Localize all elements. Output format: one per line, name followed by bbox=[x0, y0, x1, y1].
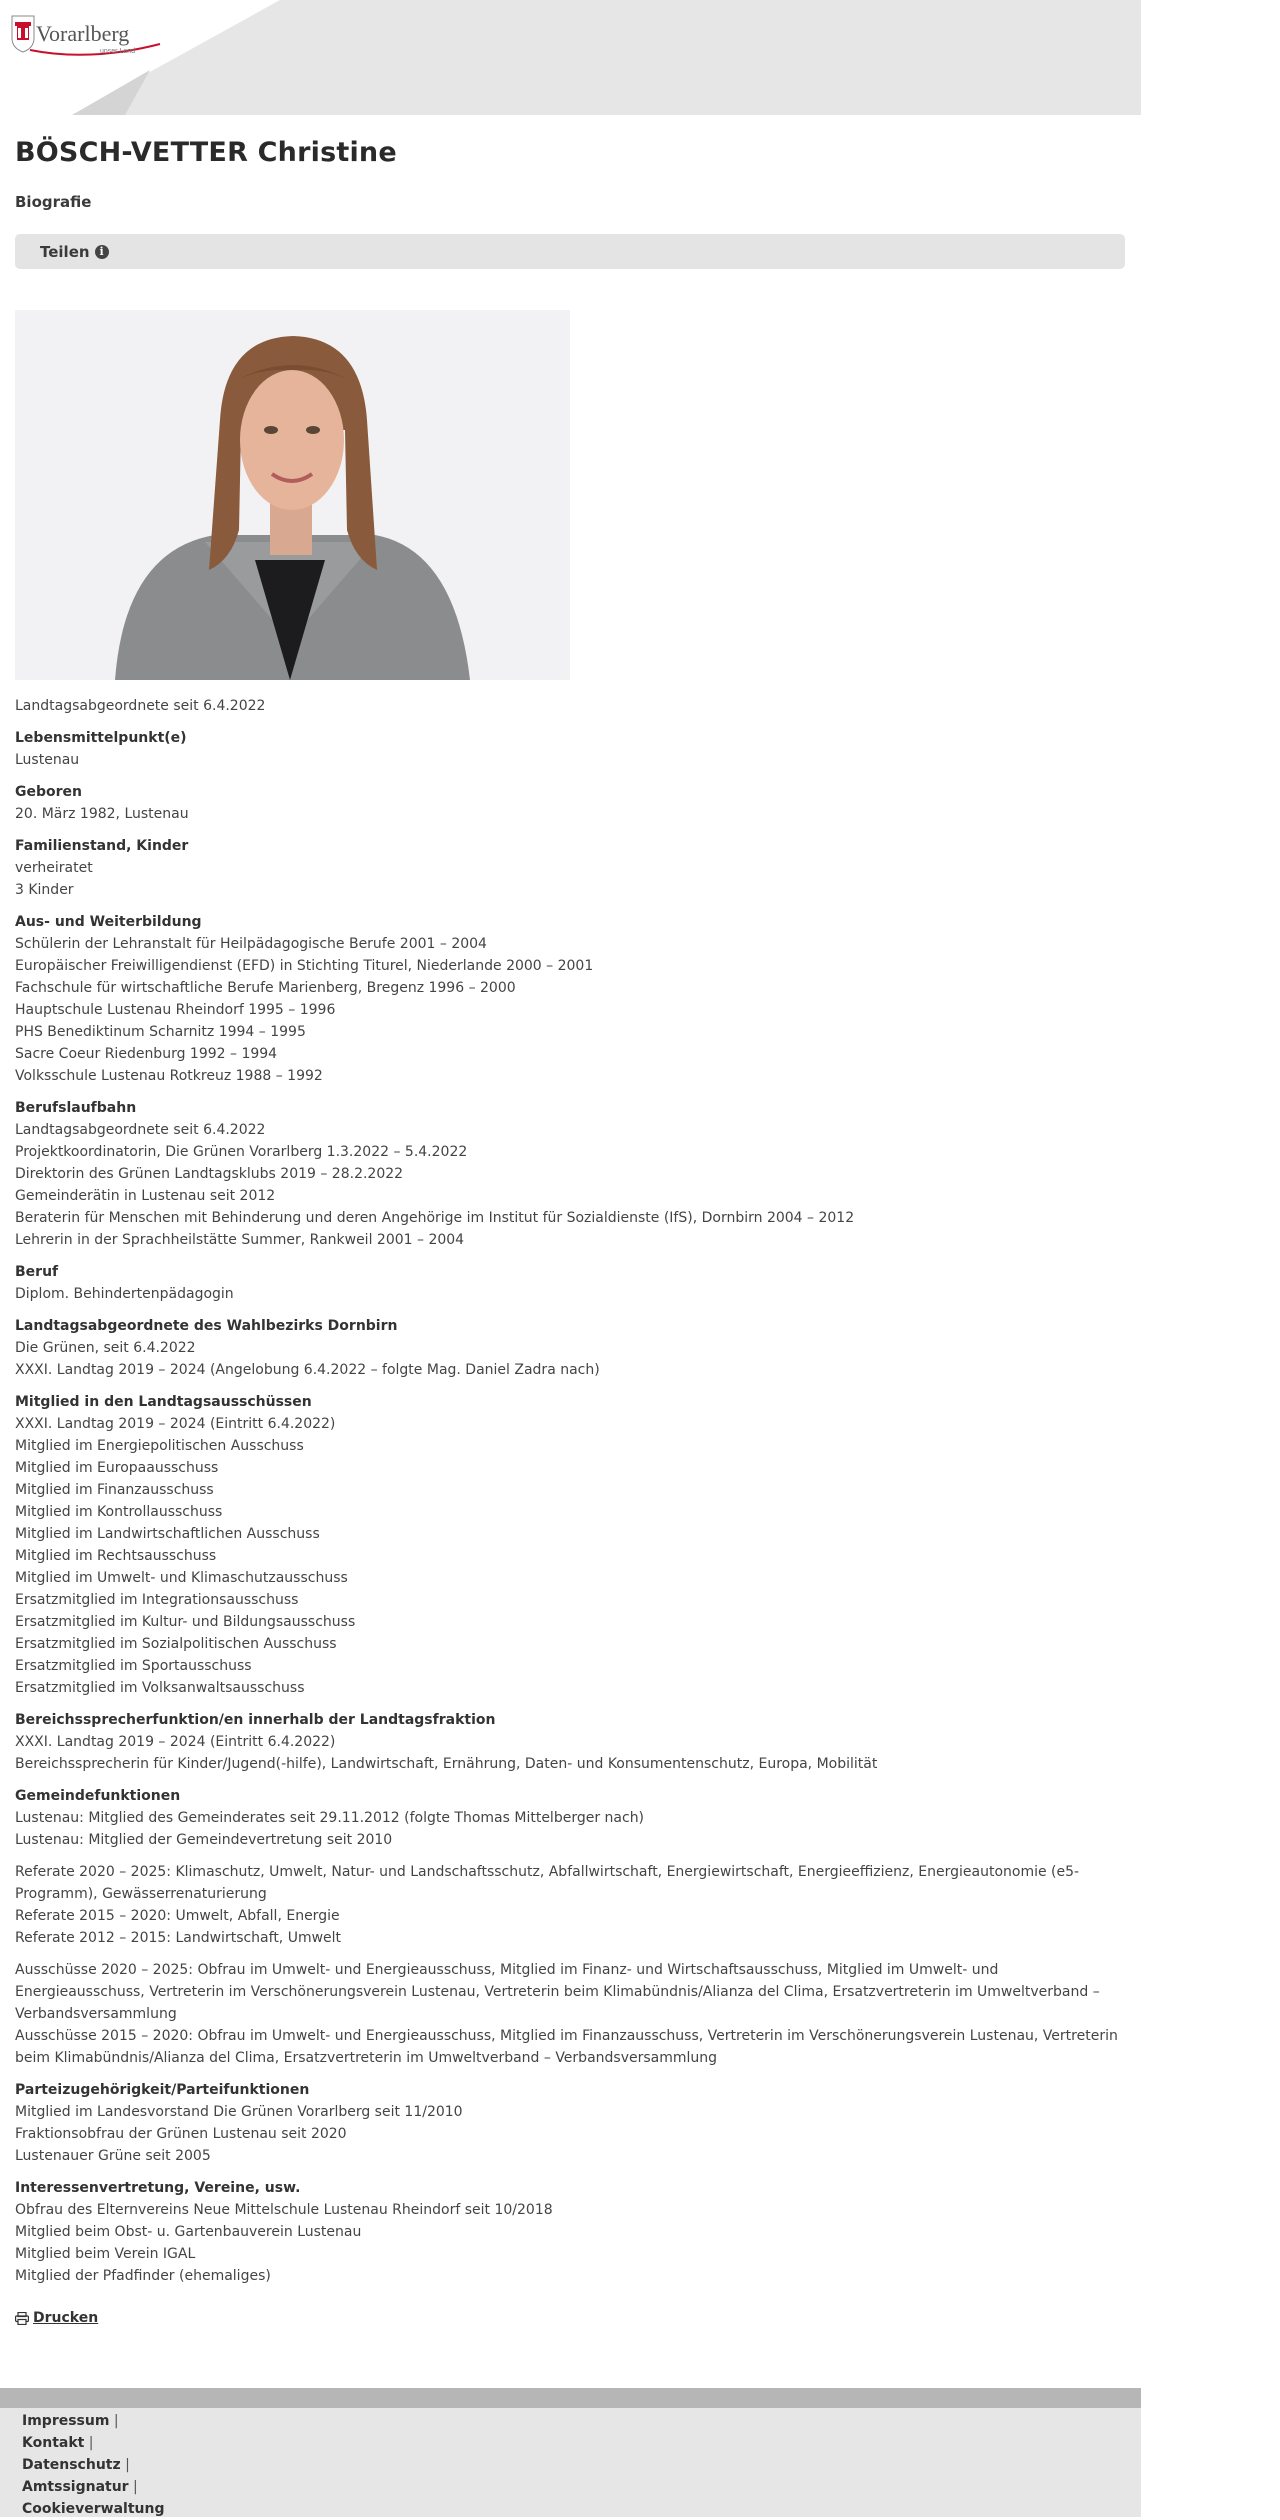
footer-item bbox=[22, 2476, 1141, 2498]
bio-section-line: Volksschule Lustenau Rotkreuz 1988 – 1992 bbox=[15, 1068, 323, 1084]
printer-icon bbox=[15, 2312, 29, 2325]
bio-section bbox=[15, 1785, 1125, 1851]
bio-section-line: verheiratet bbox=[15, 860, 93, 876]
share-bar bbox=[15, 234, 1125, 269]
bio-section-line: Direktorin des Grünen Landtagsklubs 2019 – 28.2.2022 bbox=[15, 1166, 404, 1182]
bio-section-line: Lehrerin in der Sprachheilstätte Summer, Rankweil 2001 – 2004 bbox=[15, 1232, 465, 1248]
bio-section-line: XXXI. Landtag 2019 – 2024 (Eintritt 6.4.2022) bbox=[15, 1734, 336, 1750]
bio-section-line: Mitglied im Landesvorstand Die Grünen Vorarlberg seit 11/2010 bbox=[15, 2104, 463, 2120]
bio-section-heading: Geboren bbox=[15, 784, 82, 800]
bio-section-heading: Familienstand, Kinder bbox=[15, 838, 189, 854]
bio-section-line: Fachschule für wirtschaftliche Berufe Marienberg, Bregenz 1996 – 2000 bbox=[15, 980, 516, 996]
bio-section-line: Ersatzmitglied im Volksanwaltsausschuss bbox=[15, 1680, 305, 1696]
bio-section-line: Fraktionsobfrau der Grünen Lustenau seit 2020 bbox=[15, 2126, 347, 2142]
bio-section-heading: Interessenvertretung, Vereine, usw. bbox=[15, 2180, 301, 2196]
bio-section-line: XXXI. Landtag 2019 – 2024 (Angelobung 6.4.2022 – folgte Mag. Daniel Zadra nach) bbox=[15, 1362, 600, 1378]
bio-section-heading: Mitglied in den Landtagsausschüssen bbox=[15, 1394, 312, 1410]
bio-section-line: 3 Kinder bbox=[15, 882, 74, 898]
coat-of-arms-icon bbox=[12, 16, 34, 52]
bio-section-line: Mitglied im Finanzausschuss bbox=[15, 1482, 214, 1498]
bio-section bbox=[15, 2177, 1125, 2287]
bio-section bbox=[15, 1959, 1125, 2069]
bio-section-line: Mitglied im Rechtsausschuss bbox=[15, 1548, 217, 1564]
footer-links bbox=[0, 2408, 1141, 2520]
bio-section-heading: Parteizugehörigkeit/Parteifunktionen bbox=[15, 2082, 310, 2098]
footer-link-datenschutz[interactable]: Datenschutz bbox=[22, 2457, 121, 2473]
bio-section bbox=[15, 911, 1125, 1087]
footer-link-cookieverwaltung[interactable]: Cookieverwaltung bbox=[22, 2501, 165, 2517]
bio-section-line: Ersatzmitglied im Sozialpolitischen Ausschuss bbox=[15, 1636, 337, 1652]
info-icon: i bbox=[95, 245, 109, 259]
bio-section-line: Mitglied im Landwirtschaftlichen Ausschuss bbox=[15, 1526, 320, 1542]
bio-section bbox=[15, 727, 1125, 771]
biography bbox=[15, 695, 1125, 2297]
bio-section-line: Diplom. Behindertenpädagogin bbox=[15, 1286, 234, 1302]
bio-section bbox=[15, 1315, 1125, 1381]
bio-section bbox=[15, 1391, 1125, 1699]
share-button[interactable] bbox=[40, 243, 109, 261]
footer-link-kontakt[interactable]: Kontakt bbox=[22, 2435, 85, 2451]
bio-section-heading: Gemeindefunktionen bbox=[15, 1788, 181, 1804]
bio-section bbox=[15, 835, 1125, 901]
bio-section-line: Lustenau: Mitglied der Gemeindevertretung seit 2010 bbox=[15, 1832, 393, 1848]
print-label: Drucken bbox=[33, 2310, 99, 2326]
site-logo[interactable] bbox=[0, 0, 290, 115]
bio-section-line: Referate 2012 – 2015: Landwirtschaft, Umwelt bbox=[15, 1930, 342, 1946]
bio-section-line: Mitglied beim Obst- u. Gartenbauverein Lustenau bbox=[15, 2224, 362, 2240]
bio-section bbox=[15, 1861, 1125, 1949]
site-footer bbox=[0, 2388, 1141, 2517]
footer-item bbox=[22, 2454, 1141, 2476]
bio-section-heading: Aus- und Weiterbildung bbox=[15, 914, 202, 930]
bio-section-line: Lustenau bbox=[15, 752, 80, 768]
bio-section bbox=[15, 2079, 1125, 2167]
bio-section-line: PHS Benediktinum Scharnitz 1994 – 1995 bbox=[15, 1024, 306, 1040]
bio-section bbox=[15, 1261, 1125, 1305]
bio-section-heading: Lebensmittelpunkt(e) bbox=[15, 730, 187, 746]
bio-section-line: Obfrau des Elternvereins Neue Mittelschule Lustenau Rheindorf seit 10/2018 bbox=[15, 2202, 553, 2218]
bio-section-line: Projektkoordinatorin, Die Grünen Vorarlberg 1.3.2022 – 5.4.2022 bbox=[15, 1144, 468, 1160]
footer-separator: | bbox=[125, 2457, 130, 2473]
bio-section-line: Bereichssprecherin für Kinder/Jugend(-hilfe), Landwirtschaft, Ernährung, Daten- und Konsumentenschutz, Europa, Mobilität bbox=[15, 1756, 878, 1772]
page-subtitle: Biografie bbox=[15, 193, 92, 211]
bio-section-heading: Berufslaufbahn bbox=[15, 1100, 137, 1116]
svg-text:Vorarlberg: Vorarlberg bbox=[36, 21, 130, 46]
footer-separator: | bbox=[113, 2413, 119, 2429]
bio-section-heading: Bereichssprecherfunktion/en innerhalb der Landtagsfraktion bbox=[15, 1712, 496, 1728]
share-label: Teilen bbox=[40, 243, 90, 261]
portrait-photo bbox=[15, 310, 570, 680]
bio-section-line: Referate 2020 – 2025: Klimaschutz, Umwelt, Natur- und Landschaftsschutz, Abfallwirtschaft, Energiewirtschaft, Energieeffizienz, Energieautonomie (e5-Programm), Gewässerrenaturierung bbox=[15, 1864, 1080, 1902]
bio-section bbox=[15, 781, 1125, 825]
bio-section-heading: Beruf bbox=[15, 1264, 59, 1280]
bio-section bbox=[15, 1097, 1125, 1251]
footer-link-impressum[interactable]: Impressum bbox=[22, 2413, 110, 2429]
bio-section-line: Ausschüsse 2015 – 2020: Obfrau im Umwelt- und Energieausschuss, Mitglied im Finanzausschuss, Vertreterin im Verschönerungsverein Lustenau, Vertreterin beim Klimabündnis/Alianza del Clima, Ersatzvertreterin im Umweltverband – Verbandsversammlung bbox=[15, 2028, 1118, 2066]
bio-section-line: Mitglied beim Verein IGAL bbox=[15, 2246, 196, 2262]
print-button[interactable] bbox=[15, 2310, 98, 2326]
footer-separator: | bbox=[88, 2435, 94, 2451]
bio-section-line: Beraterin für Menschen mit Behinderung und deren Angehörige im Institut für Sozialdienste (IfS), Dornbirn 2004 – 2012 bbox=[15, 1210, 855, 1226]
bio-section-line: Ausschüsse 2020 – 2025: Obfrau im Umwelt- und Energieausschuss, Mitglied im Finanz- und Wirtschaftsausschuss, Mitglied im Umwelt- und Energieausschuss, Vertreterin im Verschönerungsverein Lustenau, Vertreterin beim Klimabündnis/Alianza del Clima, Ersatzvertreterin im Umweltverband – Verbandsversammlung bbox=[15, 1962, 1100, 2022]
bio-section-line: Ersatzmitglied im Sportausschuss bbox=[15, 1658, 252, 1674]
page-title: BÖSCH-VETTER Christine bbox=[15, 137, 397, 168]
bio-section-line: Lustenauer Grüne seit 2005 bbox=[15, 2148, 211, 2164]
bio-section-line: Die Grünen, seit 6.4.2022 bbox=[15, 1340, 196, 1356]
bio-section-line: Mitglied der Pfadfinder (ehemaliges) bbox=[15, 2268, 271, 2284]
footer-item bbox=[22, 2432, 1141, 2454]
bio-section-line: Mitglied im Kontrollausschuss bbox=[15, 1504, 223, 1520]
footer-separator: | bbox=[133, 2479, 138, 2495]
bio-section-line: Lustenau: Mitglied des Gemeinderates seit 29.11.2012 (folgte Thomas Mittelberger nach) bbox=[15, 1810, 645, 1826]
footer-bar bbox=[0, 2388, 1141, 2408]
footer-item bbox=[22, 2410, 1141, 2432]
bio-section-line: Mitglied im Umwelt- und Klimaschutzausschuss bbox=[15, 1570, 348, 1586]
svg-text:unser Land: unser Land bbox=[100, 48, 136, 55]
bio-section bbox=[15, 1709, 1125, 1775]
footer-link-amtssignatur[interactable]: Amtssignatur bbox=[22, 2479, 129, 2495]
bio-section-line: 20. März 1982, Lustenau bbox=[15, 806, 189, 822]
bio-section-line: Referate 2015 – 2020: Umwelt, Abfall, Energie bbox=[15, 1908, 340, 1924]
site-header bbox=[0, 0, 1141, 115]
bio-section-line: Ersatzmitglied im Integrationsausschuss bbox=[15, 1592, 299, 1608]
bio-section-heading: Landtagsabgeordnete des Wahlbezirks Dornbirn bbox=[15, 1318, 398, 1334]
bio-section-line: Ersatzmitglied im Kultur- und Bildungsausschuss bbox=[15, 1614, 356, 1630]
bio-section-line: Sacre Coeur Riedenburg 1992 – 1994 bbox=[15, 1046, 278, 1062]
bio-section-line: Mitglied im Europaausschuss bbox=[15, 1460, 219, 1476]
bio-section-line: XXXI. Landtag 2019 – 2024 (Eintritt 6.4.2022) bbox=[15, 1416, 336, 1432]
bio-section-line: Mitglied im Energiepolitischen Ausschuss bbox=[15, 1438, 304, 1454]
bio-section-line: Hauptschule Lustenau Rheindorf 1995 – 1996 bbox=[15, 1002, 336, 1018]
bio-section-line: Europäischer Freiwilligendienst (EFD) in Stichting Titurel, Niederlande 2000 – 2001 bbox=[15, 958, 594, 974]
bio-section-line: Gemeinderätin in Lustenau seit 2012 bbox=[15, 1188, 276, 1204]
bio-section-line: Schülerin der Lehranstalt für Heilpädagogische Berufe 2001 – 2004 bbox=[15, 936, 487, 952]
bio-section-line: Landtagsabgeordnete seit 6.4.2022 bbox=[15, 1122, 266, 1138]
bio-intro: Landtagsabgeordnete seit 6.4.2022 bbox=[15, 698, 266, 714]
